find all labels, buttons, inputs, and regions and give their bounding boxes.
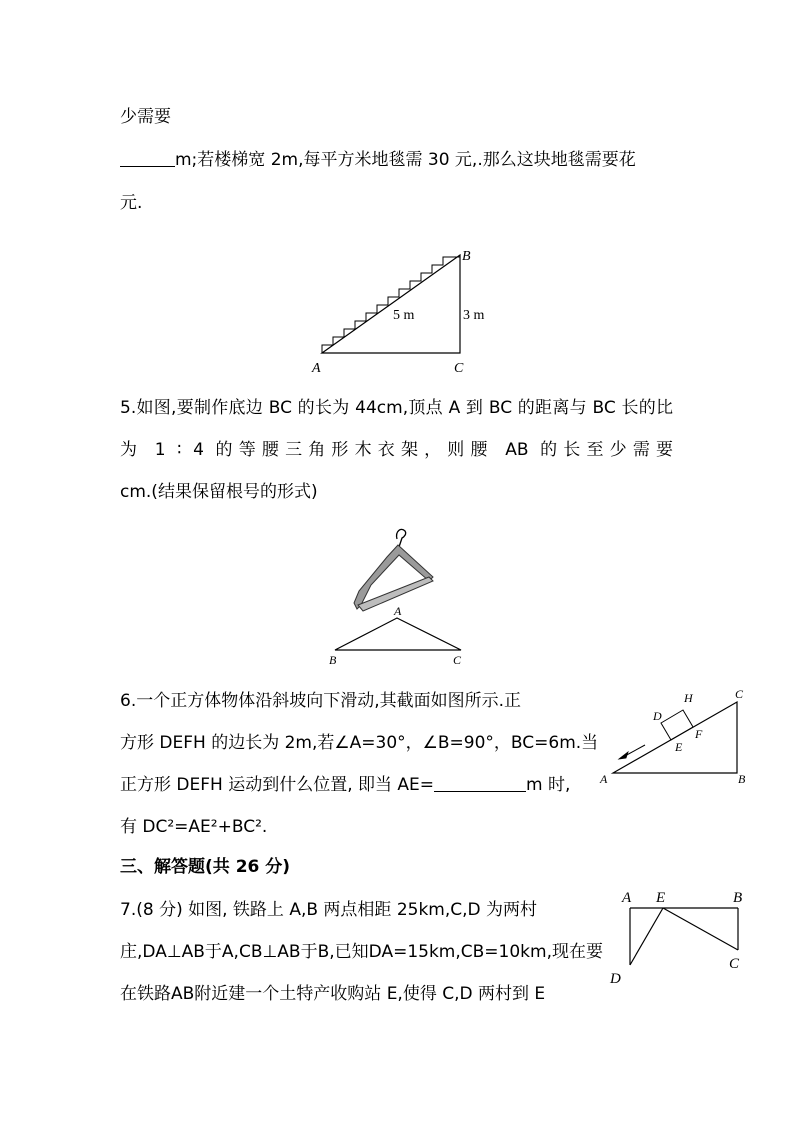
q6-line4: 有 DC²=AE²+BC². — [120, 817, 268, 837]
q7-line2: 庄,DA⊥AB于A,CB⊥AB于B,已知DA=15km,CB=10km,现在要 — [120, 942, 603, 962]
q4-line2 — [120, 148, 636, 172]
q4-line3: 元. — [120, 193, 143, 213]
q6-line1: 6.一个正方体物体沿斜坡向下滑动,其截面如图所示.正 — [120, 691, 522, 711]
q6-line3-tail: m 时, — [526, 775, 571, 795]
label-a: A — [600, 772, 608, 786]
answer-blank[interactable] — [434, 775, 526, 792]
label-c: C — [729, 956, 740, 972]
answer-blank[interactable] — [120, 150, 175, 167]
q5-line2: 为 1 ∶ 4 的等腰三角形木衣架，则腰 AB 的长至少需要 — [120, 440, 673, 460]
label-a: A — [312, 361, 321, 376]
staircase-figure — [305, 240, 495, 380]
label-height: 3 m — [463, 308, 485, 323]
label-d: D — [653, 709, 662, 723]
q5-line1: 5.如图,要制作底边 BC 的长为 44cm,顶点 A 到 BC 的距离与 BC 长的比 — [120, 398, 673, 418]
label-a: A — [622, 890, 632, 906]
label-hyp: 5 m — [393, 308, 415, 323]
label-b: B — [329, 653, 337, 667]
hanger-figure — [325, 525, 475, 670]
label-c: C — [454, 361, 464, 376]
label-f: F — [695, 727, 703, 741]
q6-line2: 方形 DEFH 的边长为 2m,若∠A=30°，∠B=90°，BC=6m.当 — [120, 733, 599, 753]
label-b: B — [738, 772, 746, 786]
railway-figure — [605, 880, 765, 990]
label-b: B — [733, 890, 743, 906]
label-h: H — [684, 691, 693, 705]
q6-line3 — [120, 773, 570, 797]
q5-line3: cm.(结果保留根号的形式) — [120, 482, 318, 502]
label-e: E — [656, 890, 666, 906]
q6-line3-text: 正方形 DEFH 运动到什么位置, 即当 AE= — [120, 775, 435, 795]
label-c: C — [735, 687, 744, 701]
q7-line1: 7.(8 分) 如图, 铁路上 A,B 两点相距 25km,C,D 为两村 — [120, 900, 538, 920]
q7-line3: 在铁路AB附近建一个土特产收购站 E,使得 C,D 两村到 E — [120, 984, 546, 1004]
label-c: C — [453, 653, 462, 667]
slope-figure — [595, 685, 760, 795]
label-b: B — [462, 249, 471, 264]
q4-line2-text: m;若楼梯宽 2m,每平方米地毯需 30 元,.那么这块地毯需要花 — [175, 150, 636, 170]
section-heading: 三、解答题(共 26 分) — [120, 857, 291, 877]
label-d: D — [610, 971, 621, 987]
label-e: E — [675, 740, 683, 754]
label-a: A — [394, 604, 402, 618]
q4-line1: 少需要 — [120, 107, 171, 127]
